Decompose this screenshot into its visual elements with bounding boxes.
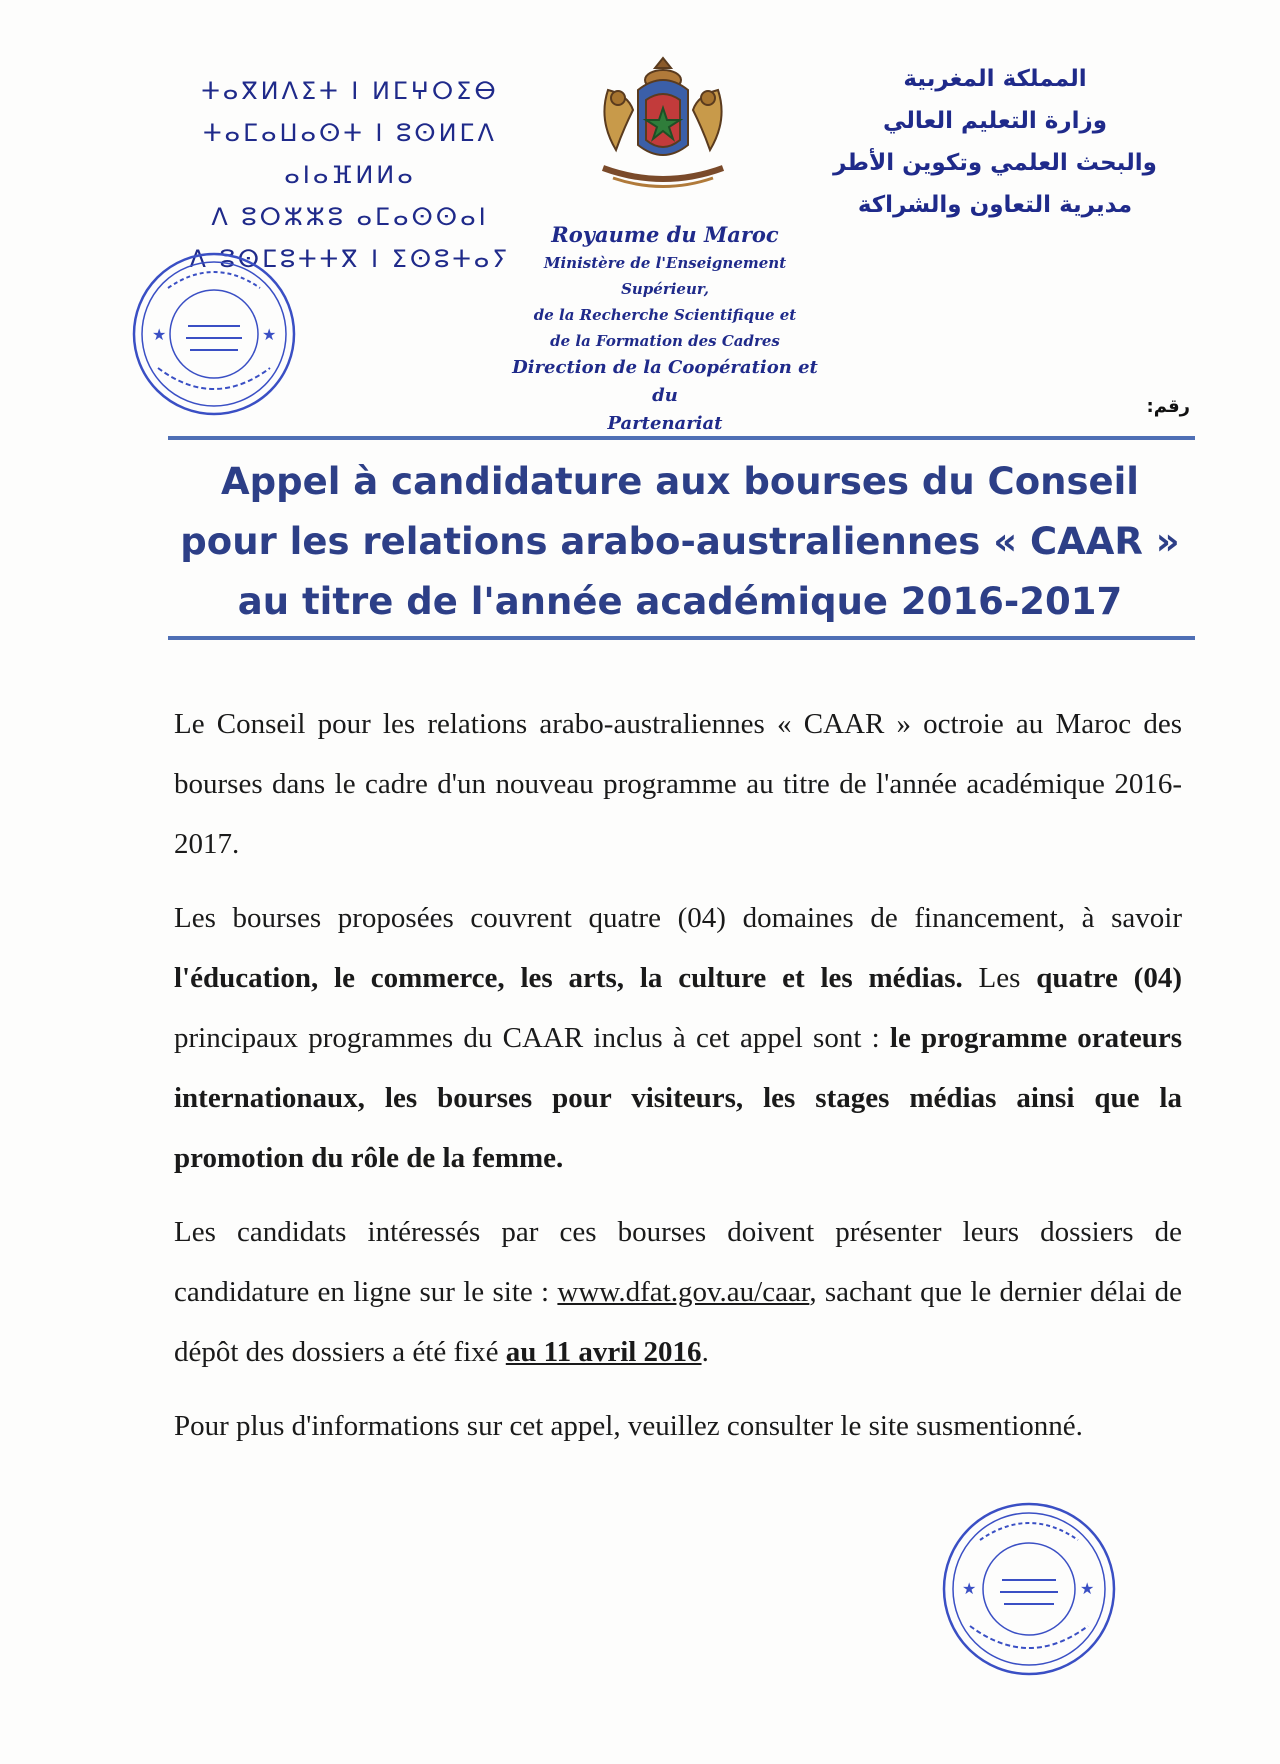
- svg-text:★: ★: [262, 325, 277, 344]
- text-span: principaux programmes du CAAR inclus à cet appel sont :: [174, 1022, 890, 1054]
- title-line: pour les relations arabo-australiennes « CAAR »: [180, 520, 1180, 563]
- paragraph: Le Conseil pour les relations arabo-australiennes « CAAR » octroie au Maroc des bourses dans le cadre d'un nouveau programme au titre de l'année académique 2016-2017.: [174, 708, 1182, 860]
- text-span: .: [701, 1336, 709, 1368]
- paragraph: [174, 888, 1182, 1188]
- direction-line: Partenariat: [607, 413, 723, 434]
- tifinagh-line: ⴷ ⵓⵙⵎⵓⵜⵜⴳ ⵏ ⵉⵙⵓⵜⴰⵢ: [189, 245, 511, 273]
- bold-span: quatre (04): [1036, 962, 1182, 994]
- text-span: Les candidats intéressés par ces bourses doivent présenter leurs dossiers de candidature en ligne sur le site :: [174, 1216, 1182, 1308]
- french-header: [500, 220, 830, 438]
- official-stamp-icon: [938, 1498, 1120, 1680]
- arabic-line: مديرية التعاون والشراكة: [857, 192, 1133, 218]
- paragraph: [174, 1202, 1182, 1382]
- reference-label: رقم:: [1146, 396, 1190, 417]
- text-span: , sachant que le dernier délai de dépôt des dossiers a été fixé: [174, 1276, 1182, 1368]
- website-link[interactable]: www.dfat.gov.au/caar: [557, 1276, 810, 1308]
- ministry-line: Ministère de l'Enseignement Supérieur,: [543, 254, 787, 298]
- arabic-line: وزارة التعليم العالي: [882, 108, 1107, 134]
- title-line: au titre de l'année académique 2016-2017: [237, 580, 1123, 623]
- bold-span: le programme orateurs internationaux, les bourses pour visiteurs, les stages médias ainsi que la promotion du rôle de la femme.: [174, 1022, 1182, 1174]
- svg-text:★: ★: [962, 1579, 977, 1598]
- arabic-line: المملكة المغربية: [903, 66, 1087, 92]
- tifinagh-line: ⵜⴰⵎⴰⵡⴰⵙⵜ ⵏ ⵓⵙⵍⵎⴷ ⴰⵏⴰⴼⵍⵍⴰ: [203, 119, 497, 189]
- text-span: Les bourses proposées couvrent quatre (04) domaines de financement, à savoir: [174, 902, 1182, 934]
- ministry-line: de la Formation des Cadres: [550, 332, 780, 350]
- svg-text:★: ★: [1080, 1579, 1095, 1598]
- arabic-line: والبحث العلمي وتكوين الأطر: [833, 150, 1157, 176]
- arabic-header: [830, 58, 1160, 226]
- ministry-line: de la Recherche Scientifique et: [533, 306, 797, 324]
- title-line: Appel à candidature aux bourses du Conseil: [221, 460, 1139, 503]
- royal-coat-of-arms-icon: [588, 50, 738, 195]
- kingdom-label: Royaume du Maroc: [551, 222, 779, 247]
- paragraph: Pour plus d'informations sur cet appel, veuillez consulter le site susmentionné.: [174, 1410, 1083, 1442]
- divider: [168, 636, 1195, 640]
- official-stamp-icon: [128, 248, 300, 420]
- document-title: [150, 452, 1210, 632]
- svg-text:★: ★: [152, 325, 167, 344]
- bold-span: l'éducation, le commerce, les arts, la culture et les médias.: [174, 962, 963, 994]
- document-body: [174, 694, 1182, 1470]
- direction-line: Direction de la Coopération et du: [512, 357, 818, 406]
- tifinagh-line: ⵜⴰⴳⵍⴷⵉⵜ ⵏ ⵍⵎⵖⵔⵉⴱ: [201, 77, 499, 105]
- deadline-date: au 11 avril 2016: [505, 1336, 702, 1368]
- text-span: Les: [962, 962, 1037, 994]
- divider: [168, 436, 1195, 440]
- tifinagh-line: ⴷ ⵓⵔⵣⵣⵓ ⴰⵎⴰⵙⵙⴰⵏ: [211, 203, 489, 231]
